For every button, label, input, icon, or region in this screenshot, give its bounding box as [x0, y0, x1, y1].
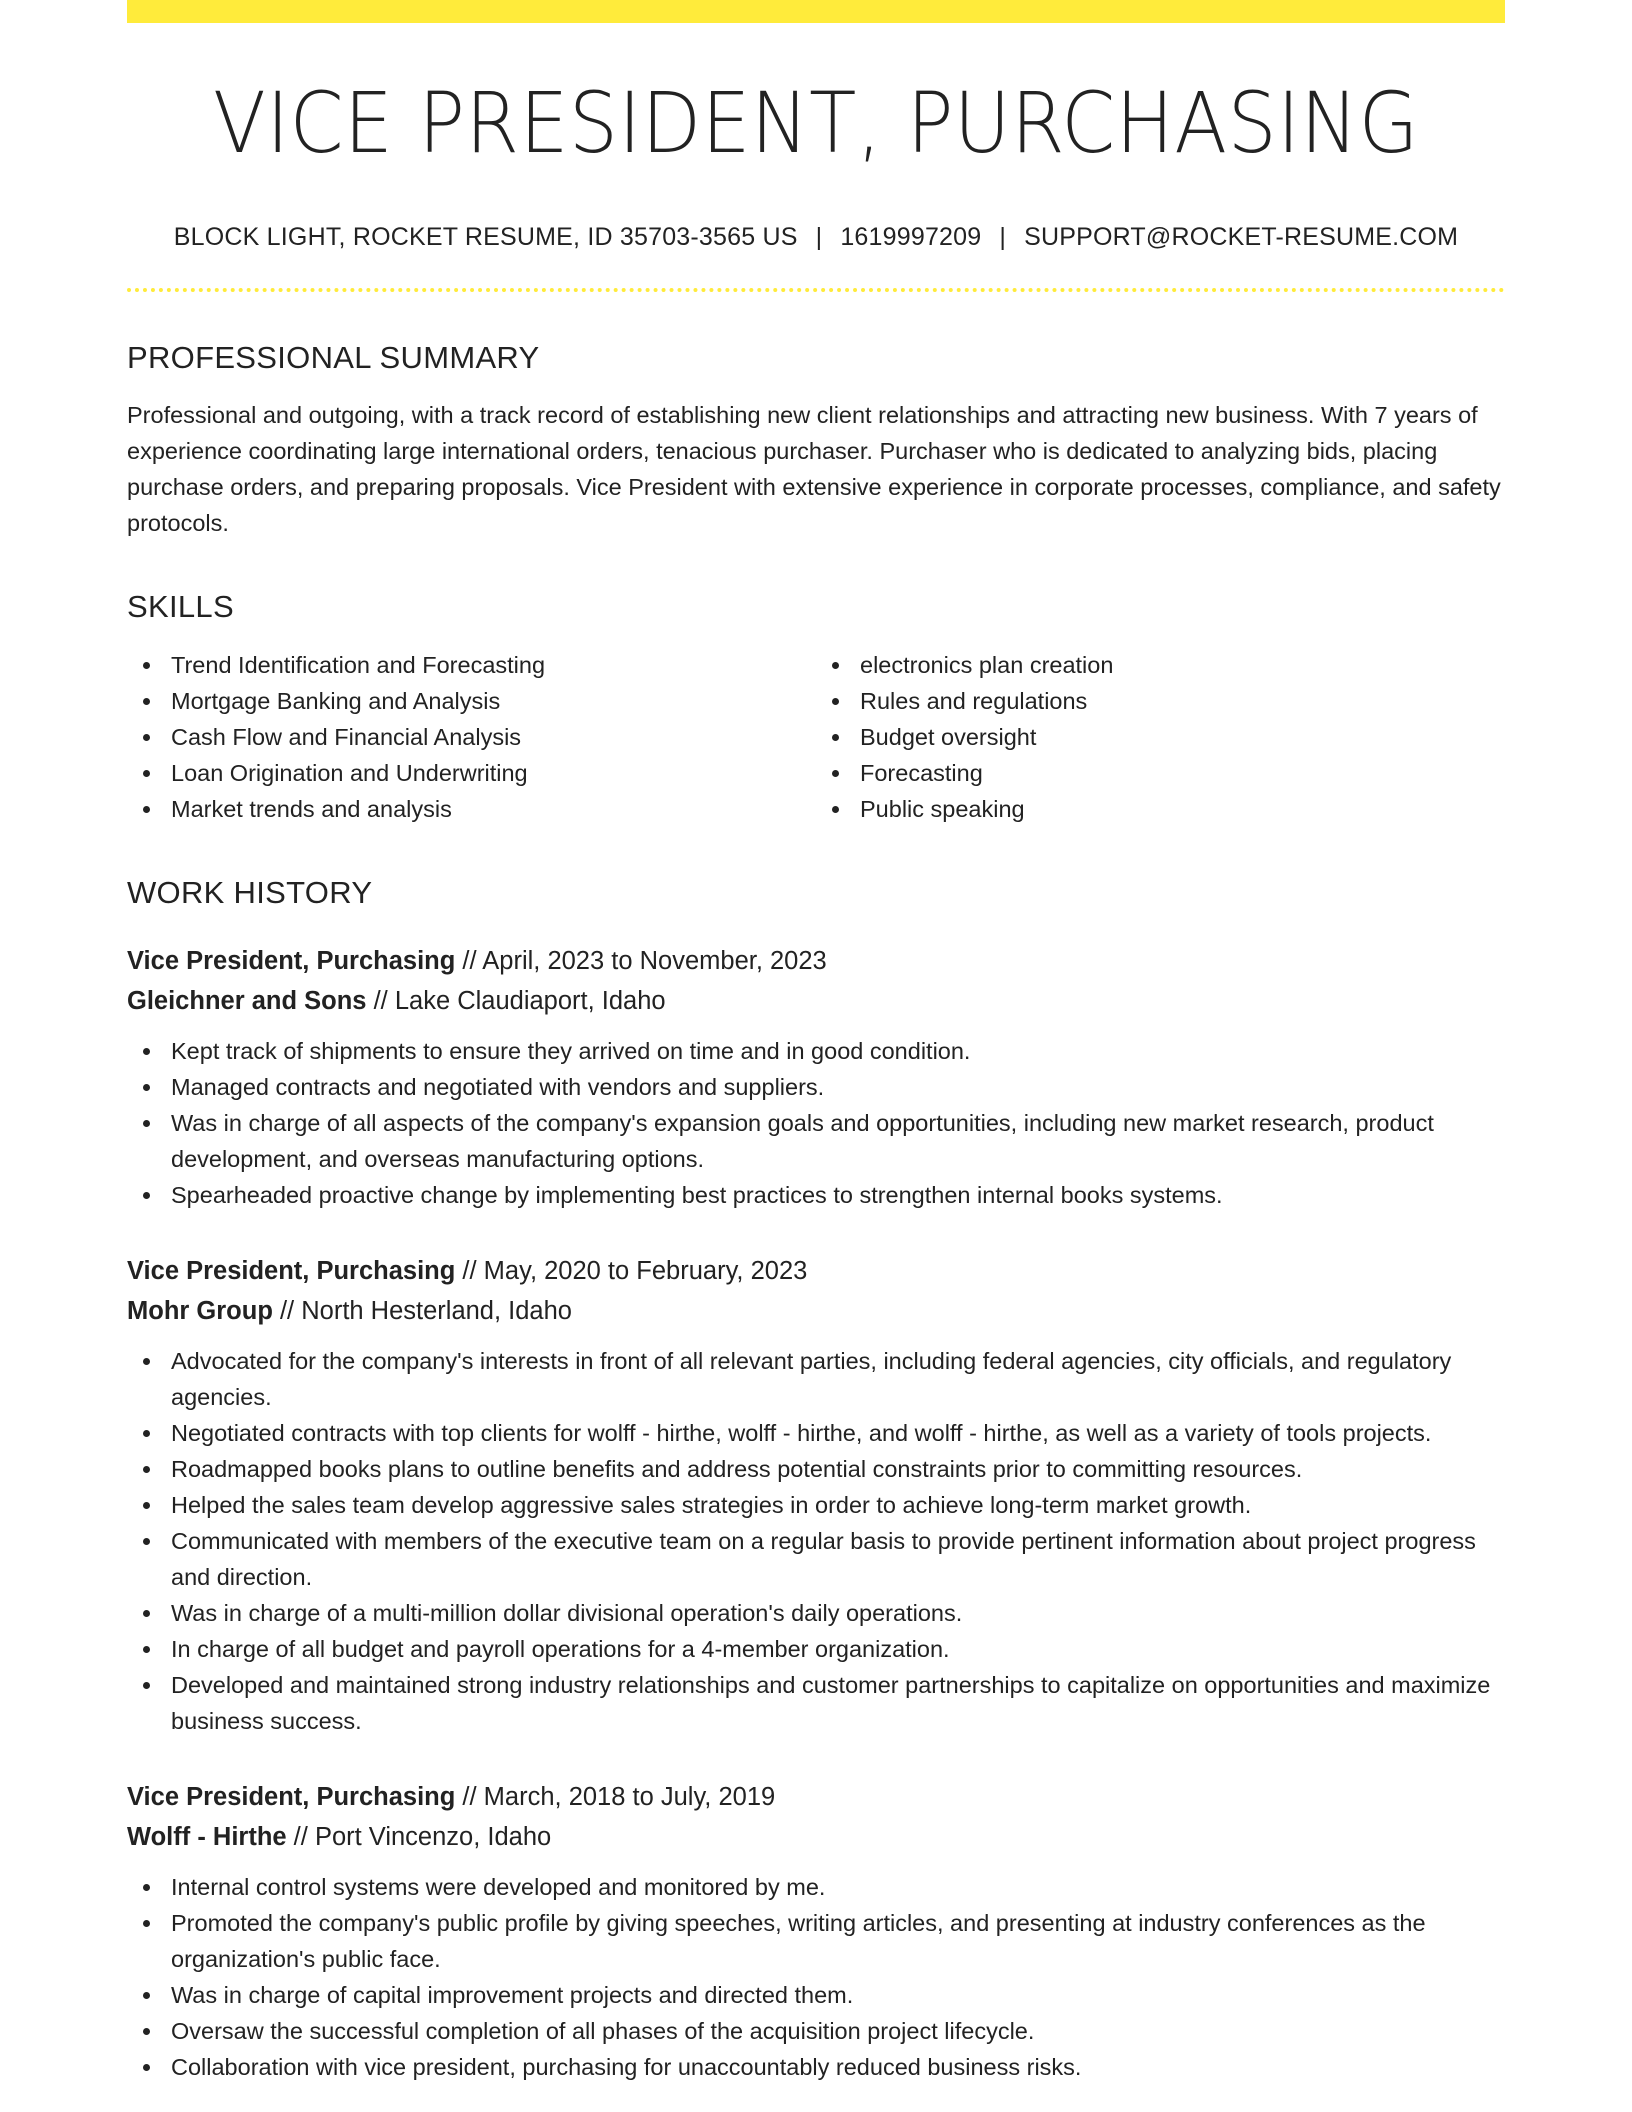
- job-position: Vice President, Purchasing: [127, 1783, 456, 1811]
- job-dates: May, 2020 to February, 2023: [483, 1257, 808, 1285]
- job-entry: [127, 1777, 1505, 2085]
- job-position: Vice President, Purchasing: [127, 1257, 456, 1285]
- job-bullet: Managed contracts and negotiated with vendors and suppliers.: [127, 1069, 1505, 1105]
- job-title-line: [127, 941, 1505, 981]
- job-bullet: Roadmapped books plans to outline benefits and address potential constraints prior to committing resources.: [127, 1451, 1505, 1487]
- summary-text: Professional and outgoing, with a track record of establishing new client relationships and attracting new business. With 7 years of experience coordinating large international orders, tenacious purchaser. Purchaser who is dedicated to analyzing bids, placing purchase orders, and preparing proposals. Vice President with extensive experience in corporate processes, compliance, and safety protocols.: [127, 402, 1501, 536]
- job-title-line: [127, 1777, 1505, 1817]
- job-company-line: [127, 1817, 1505, 1857]
- job-bullets: [127, 1869, 1505, 2085]
- resume-title: VICE PRESIDENT, PURCHASING: [213, 74, 1419, 172]
- job-company: Gleichner and Sons: [127, 987, 367, 1015]
- job-entry: [127, 1251, 1505, 1739]
- skills-section: [127, 589, 1505, 827]
- job-separator: //: [455, 1257, 484, 1285]
- contact-line: [127, 223, 1505, 252]
- job-company: Mohr Group: [127, 1297, 273, 1325]
- job-separator: //: [286, 1823, 315, 1851]
- job-bullet: Helped the sales team develop aggressive sales strategies in order to achieve long-term market growth.: [127, 1487, 1505, 1523]
- job-location: Port Vincenzo, Idaho: [314, 1823, 552, 1851]
- job-company-line: [127, 981, 1505, 1021]
- job-bullets: [127, 1343, 1505, 1739]
- job-dates: April, 2023 to November, 2023: [482, 947, 827, 975]
- job-bullet: Promoted the company's public profile by giving speeches, writing articles, and presenting at industry conferences as the organization's public face.: [127, 1905, 1505, 1977]
- job-bullet: Spearheaded proactive change by implementing best practices to strengthen internal books systems.: [127, 1177, 1505, 1213]
- job-bullet: Kept track of shipments to ensure they arrived on time and in good condition.: [127, 1033, 1505, 1069]
- dotted-divider: [127, 288, 1505, 292]
- job-bullet: Developed and maintained strong industry relationships and customer partnerships to capitalize on opportunities and maximize business success.: [127, 1667, 1505, 1739]
- job-bullet: Was in charge of capital improvement projects and directed them.: [127, 1977, 1505, 2013]
- job-location: Lake Claudiaport, Idaho: [394, 987, 666, 1015]
- skill-item: Cash Flow and Financial Analysis: [127, 719, 816, 755]
- skill-item: electronics plan creation: [816, 647, 1505, 683]
- skill-item: Mortgage Banking and Analysis: [127, 683, 816, 719]
- job-dates: March, 2018 to July, 2019: [483, 1783, 776, 1811]
- job-entry: [127, 941, 1505, 1213]
- skill-item: Market trends and analysis: [127, 791, 816, 827]
- skills-columns: [127, 647, 1505, 827]
- job-separator: //: [455, 1783, 484, 1811]
- job-bullet: In charge of all budget and payroll operations for a 4-member organization.: [127, 1631, 1505, 1667]
- job-bullet: Communicated with members of the executive team on a regular basis to provide pertinent information about project progress and direction.: [127, 1523, 1505, 1595]
- job-bullet: Negotiated contracts with top clients for wolff - hirthe, wolff - hirthe, and wolff - hirthe, as well as a variety of tools projects.: [127, 1415, 1505, 1451]
- skill-item: Forecasting: [816, 755, 1505, 791]
- job-company: Wolff - Hirthe: [127, 1823, 287, 1851]
- skill-item: Rules and regulations: [816, 683, 1505, 719]
- contact-phone: 1619997209: [840, 223, 982, 251]
- job-company-line: [127, 1291, 1505, 1331]
- contact-email: SUPPORT@ROCKET-RESUME.COM: [1024, 223, 1459, 251]
- skill-item: Public speaking: [816, 791, 1505, 827]
- job-bullet: Was in charge of all aspects of the company's expansion goals and opportunities, including new market research, product development, and overseas manufacturing options.: [127, 1105, 1505, 1177]
- job-bullet: Collaboration with vice president, purchasing for unaccountably reduced business risks.: [127, 2049, 1505, 2085]
- job-separator: //: [366, 987, 395, 1015]
- work-history-heading: WORK HISTORY: [127, 875, 373, 910]
- job-bullet: Advocated for the company's interests in front of all relevant parties, including federal agencies, city officials, and regulatory agencies.: [127, 1343, 1505, 1415]
- job-separator: //: [455, 947, 483, 975]
- job-bullet: Oversaw the successful completion of all phases of the acquisition project lifecycle.: [127, 2013, 1505, 2049]
- summary-heading: PROFESSIONAL SUMMARY: [127, 340, 540, 375]
- job-title-line: [127, 1251, 1505, 1291]
- skill-item: Trend Identification and Forecasting: [127, 647, 816, 683]
- contact-address: BLOCK LIGHT, ROCKET RESUME, ID 35703-3565 US: [173, 223, 798, 251]
- job-separator: //: [272, 1297, 302, 1325]
- work-history-section: [127, 875, 1505, 2085]
- job-bullets: [127, 1033, 1505, 1213]
- skills-heading: SKILLS: [127, 589, 234, 624]
- skills-list-right: [816, 647, 1505, 827]
- skill-item: Budget oversight: [816, 719, 1505, 755]
- job-bullet: Internal control systems were developed and monitored by me.: [127, 1869, 1505, 1905]
- job-bullet: Was in charge of a multi-million dollar divisional operation's daily operations.: [127, 1595, 1505, 1631]
- job-position: Vice President, Purchasing: [127, 947, 456, 975]
- job-location: North Hesterland, Idaho: [301, 1297, 572, 1325]
- contact-separator: |: [815, 223, 823, 251]
- contact-separator: |: [999, 223, 1007, 251]
- skills-list-left: [127, 647, 816, 827]
- summary-section: [127, 340, 1505, 541]
- accent-top-bar: [127, 0, 1505, 23]
- skill-item: Loan Origination and Underwriting: [127, 755, 816, 791]
